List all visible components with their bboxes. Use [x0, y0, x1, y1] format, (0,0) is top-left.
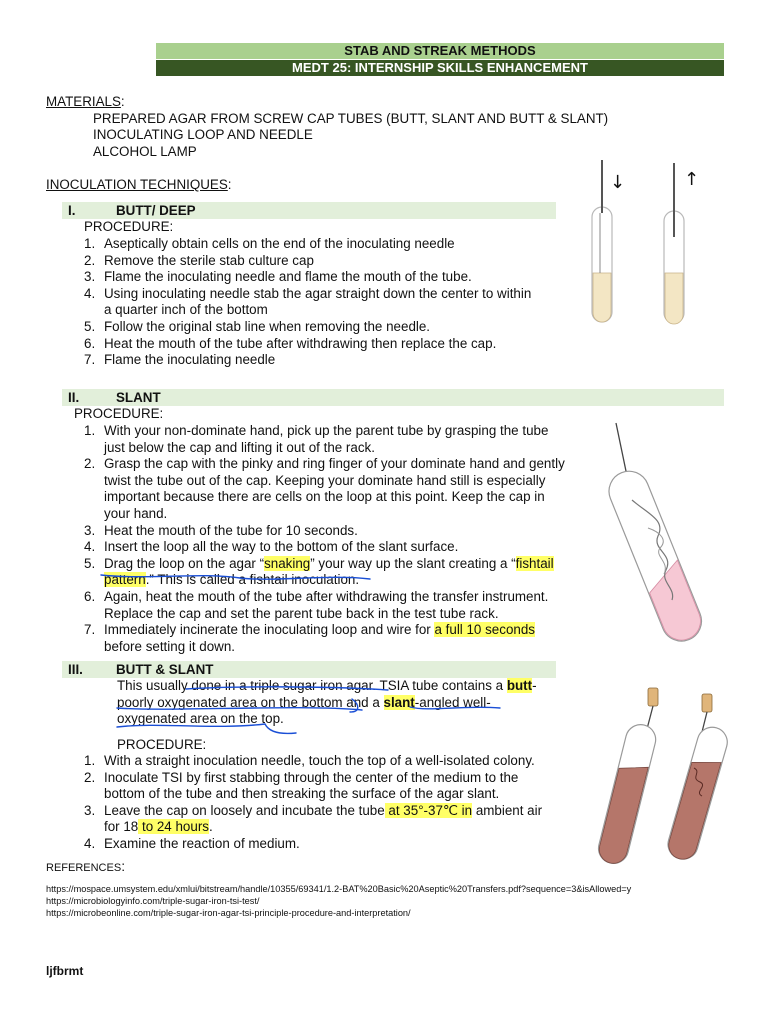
list-item: 1. With a straight inoculation needle, touch the top of a well-isolated colony.: [84, 753, 535, 768]
list-item-continued: pattern.” This is called a fishtail inoculation.: [104, 572, 360, 588]
up-arrow-icon: ↑: [684, 169, 700, 190]
course-title: MEDT 25: INTERNSHIP SKILLS ENHANCEMENT: [156, 60, 724, 76]
section-header-slant: [62, 389, 724, 406]
procedure-label: PROCEDURE:: [117, 737, 207, 752]
stab-tube-right: [664, 163, 684, 324]
list-item-continued: Replace the cap and set the parent tube back in the test tube rack.: [104, 605, 499, 621]
list-item: 3. Heat the mouth of the tube for 10 seconds.: [84, 522, 358, 538]
stab-tube-left: [592, 160, 612, 322]
tsi-tube-left: [595, 688, 658, 867]
list-item: 4. Insert the loop all the way to the bottom of the slant surface.: [84, 539, 459, 555]
material-item: ALCOHOL LAMP: [93, 144, 197, 159]
butt-slant-procedure-list: [84, 753, 584, 853]
list-item-continued: just below the cap and lifting it out of the rack.: [104, 439, 375, 455]
list-item: 1. Aseptically obtain cells on the end of the inoculating needle: [84, 236, 455, 251]
butt-procedure-list: [84, 236, 584, 369]
procedure-label: PROCEDURE:: [84, 219, 174, 234]
highlighted-text: pattern: [104, 572, 146, 588]
list-item: 6. Again, heat the mouth of the tube after withdrawing the transfer instrument.: [84, 588, 549, 604]
list-item-continued: a quarter inch of the bottom: [104, 302, 268, 318]
highlighted-text: slant: [383, 695, 415, 710]
document-title: STAB AND STREAK METHODS: [156, 43, 724, 59]
slant-procedure-list: [84, 423, 594, 655]
section-header-butt: [62, 202, 556, 219]
list-item-continued: your hand.: [104, 505, 168, 521]
section-title: BUTT & SLANT: [116, 662, 214, 677]
list-item: 1. With your non-dominate hand, pick up the parent tube by grasping the tube: [84, 423, 549, 438]
reference-link[interactable]: https://mospace.umsystem.edu/xmlui/bitstream/handle/10355/69341/1.2-BAT%20Basic%20Aseptic%20Transfers.pdf?sequence=3&isAllowed=y: [46, 884, 632, 894]
list-item: 3. Flame the inoculating needle and flame the mouth of the tube.: [84, 269, 472, 285]
highlighted-text: snaking: [264, 555, 311, 571]
list-item: 4. Using inoculating needle stab the agar straight down the center to within: [84, 285, 532, 301]
section-numeral: III.: [68, 662, 83, 677]
list-item: 2. Remove the sterile stab culture cap: [84, 252, 314, 268]
tsi-tubes-figure: [582, 682, 752, 872]
stab-tubes-figure: [570, 155, 730, 335]
tsia-intro-line: This usually done in a triple sugar iron agar. TSIA tube contains a butt-: [117, 678, 537, 693]
list-item-continued: before setting it down.: [104, 638, 236, 654]
down-arrow-icon: ↓: [610, 172, 626, 193]
section-header-butt-slant: [62, 661, 556, 678]
list-item-continued: twist the tube out of the cap. Keeping your dominate hand still is especially: [104, 472, 546, 488]
tsi-tube-right: [664, 694, 730, 863]
section-title: BUTT/ DEEP: [116, 203, 196, 218]
references-heading: REFERENCES:: [46, 858, 126, 874]
list-item: 5. Follow the original stab line when removing the needle.: [84, 318, 431, 334]
list-item-continued: important because there are cells on the loop at this point. Keep the cap in: [104, 489, 545, 505]
material-item: INOCULATING LOOP AND NEEDLE: [93, 127, 313, 142]
tsia-intro-line: poorly oxygenated area on the bottom and a slant-angled well-: [117, 695, 491, 710]
list-item: 6. Heat the mouth of the tube after withdrawing then replace the cap.: [84, 335, 497, 351]
reference-link[interactable]: https://microbeonline.com/triple-sugar-iron-agar-tsi-principle-procedure-and-interpretation/: [46, 908, 411, 918]
tsia-intro-line: oxygenated area on the top.: [117, 711, 284, 726]
highlighted-text: fishtail: [515, 555, 554, 571]
procedure-label: PROCEDURE:: [74, 406, 164, 421]
footer-signature: ljfbrmt: [46, 964, 84, 978]
list-item: 5. Drag the loop on the agar “snaking” your way up the slant creating a “fishtail: [84, 555, 554, 571]
highlighted-text: at 35°-37℃ in: [384, 802, 473, 818]
list-item: 2. Inoculate TSI by first stabbing through the center of the medium to the: [84, 769, 519, 785]
highlighted-text: butt: [506, 678, 533, 693]
list-item: 7. Immediately incinerate the inoculating loop and wire for a full 10 seconds: [84, 622, 535, 638]
list-item: 3. Leave the cap on loosely and incubate the tube at 35°-37℃ in ambient air: [84, 802, 543, 818]
list-item: 2. Grasp the cap with the pinky and ring finger of your dominate hand and gently: [84, 456, 565, 472]
list-item-continued: bottom of the tube and then streaking the surface of the agar slant.: [104, 786, 500, 802]
slant-tube-figure: [596, 418, 716, 648]
techniques-heading: INOCULATION TECHNIQUES:: [46, 177, 232, 192]
material-item: PREPARED AGAR FROM SCREW CAP TUBES (BUTT, SLANT AND BUTT & SLANT): [93, 111, 609, 126]
section-numeral: II.: [68, 390, 80, 405]
highlighted-text: a full 10 seconds: [434, 622, 535, 638]
highlighted-text: to 24 hours: [138, 819, 209, 835]
materials-heading: MATERIALS:: [46, 94, 125, 109]
list-item: 7. Flame the inoculating needle: [84, 352, 276, 368]
reference-link[interactable]: https://microbiologyinfo.com/triple-sugar-iron-tsi-test/: [46, 896, 260, 906]
list-item-continued: for 18 to 24 hours.: [104, 819, 213, 835]
list-item: 4. Examine the reaction of medium.: [84, 835, 300, 851]
section-numeral: I.: [68, 203, 76, 218]
section-title: SLANT: [116, 390, 161, 405]
